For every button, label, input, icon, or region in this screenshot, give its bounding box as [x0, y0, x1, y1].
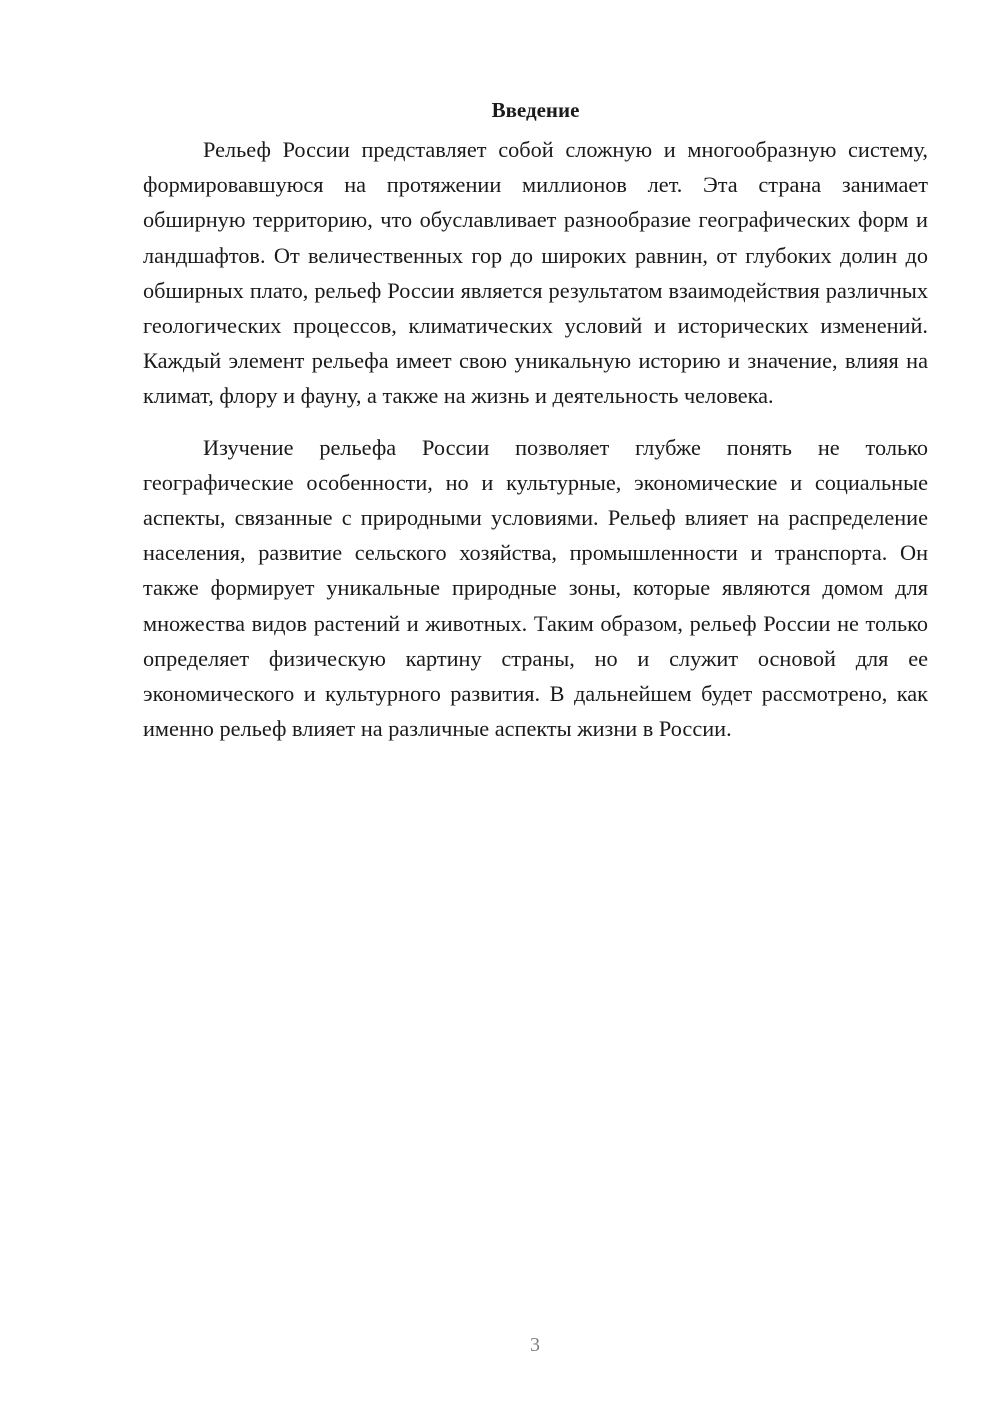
- section-heading: Введение: [491, 98, 580, 122]
- paragraph-2: Изучение рельефа России позволяет глубже понять не только географические особенности, но и культурные, экономические и социальные аспекты, связанные с природными условиями. Рельеф влияет на распределение населения, развитие сельского хозяйства, промышленности и транспорта. Он также формирует уникальные природные зоны, которые являются домом для множества видов растений и животных. Таким образом, рельеф России не только определяет физическую картину страны, но и служит основой для ее экономического и культурного развития. В дальнейшем будет рассмотрено, как именно рельеф влияет на различные аспекты жизни в России.: [143, 434, 928, 742]
- page-number: 3: [530, 1334, 540, 1356]
- page-content: [143, 93, 928, 746]
- paragraph-1: Рельеф России представляет собой сложную и многообразную систему, формировавшуюся на протяжении миллионов лет. Эта страна занимает обширную территорию, что обуславливает разнообразие географических форм и ландшафтов. От величественных гор до широких равнин, от глубоких долин до обширных плато, рельеф России является результатом взаимодействия различных геологических процессов, климатических условий и исторических изменений. Каждый элемент рельефа имеет свою уникальную историю и значение, влияя на климат, флору и фауну, а также на жизнь и деятельность человека.: [143, 137, 928, 409]
